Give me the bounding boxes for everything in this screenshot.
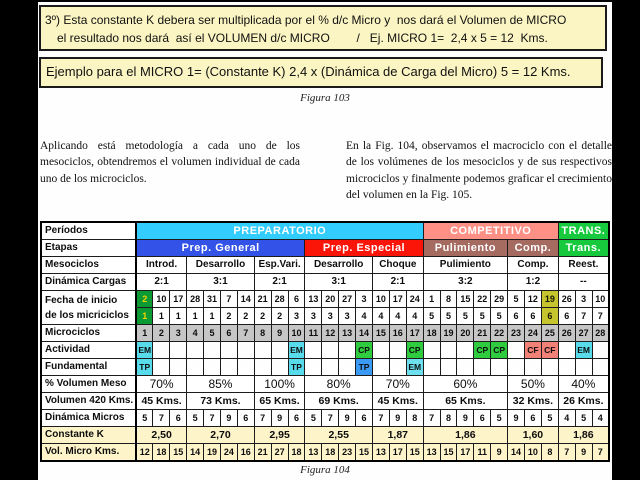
microciclo-number-cell: 5 bbox=[204, 325, 221, 342]
fundamental-cell bbox=[440, 359, 457, 376]
dinamica-micro-cell: 8 bbox=[406, 410, 423, 427]
fecha-mes-cell: 5 bbox=[491, 308, 508, 325]
fundamental-cell: TP bbox=[136, 359, 153, 376]
vol-micro-cell: 18 bbox=[153, 444, 170, 462]
dinamica-micro-cell: 6 bbox=[237, 410, 254, 427]
row-label-volumen-420: Volumen 420 Kms. bbox=[41, 393, 136, 410]
dinamica-micro-cell: 9 bbox=[339, 410, 356, 427]
microciclo-number-cell: 12 bbox=[322, 325, 339, 342]
volumen-420-cell: 65 Kms. bbox=[254, 393, 305, 410]
actividad-cell bbox=[220, 342, 237, 359]
fecha-mes-cell: 3 bbox=[288, 308, 305, 325]
fundamental-cell bbox=[575, 359, 592, 376]
actividad-cell: CF bbox=[541, 342, 558, 359]
actividad-cell: EM bbox=[288, 342, 305, 359]
fecha-mes-cell: 3 bbox=[339, 308, 356, 325]
dinamica-micro-cell: 6 bbox=[170, 410, 187, 427]
mesociclo-header-cell: Choque bbox=[372, 257, 423, 274]
microciclo-number-cell: 9 bbox=[271, 325, 288, 342]
fundamental-cell bbox=[237, 359, 254, 376]
microciclo-number-cell: 22 bbox=[491, 325, 508, 342]
vol-micro-cell: 9 bbox=[491, 444, 508, 462]
fecha-mes-cell: 1 bbox=[204, 308, 221, 325]
document-page bbox=[38, 2, 612, 480]
fundamental-cell bbox=[220, 359, 237, 376]
fundamental-cell bbox=[153, 359, 170, 376]
note-box-line2: el resultado nos dará así el VOLUMEN d/c MICRO / Ej. MICRO 1= 2,4 x 5 = 12 Kms. bbox=[57, 31, 548, 45]
vol-micro-cell: 18 bbox=[288, 444, 305, 462]
constante-k-cell: 2,50 bbox=[136, 427, 187, 444]
periodo-header-cell: COMPETITIVO bbox=[423, 222, 558, 240]
row-label-etapas: Etapas bbox=[41, 240, 136, 257]
microciclo-number-cell: 6 bbox=[220, 325, 237, 342]
vol-micro-cell: 13 bbox=[423, 444, 440, 462]
fecha-dia-cell: 28 bbox=[271, 291, 288, 308]
dinamica-micro-cell: 5 bbox=[136, 410, 153, 427]
row-label-actividad: Actividad bbox=[41, 342, 136, 359]
vol-micro-cell: 23 bbox=[339, 444, 356, 462]
note-box-line1: 3º) Esta constante K debera ser multiplicada por el % d/c Micro y nos dará el Volumen de MICRO bbox=[45, 13, 567, 27]
dinamica-micro-cell: 6 bbox=[524, 410, 541, 427]
fecha-mes-cell: 3 bbox=[305, 308, 322, 325]
fecha-dia-cell: 15 bbox=[457, 291, 474, 308]
mesociclo-header-cell: Introd. bbox=[136, 257, 187, 274]
constante-k-cell: 1,86 bbox=[558, 427, 609, 444]
example-box-micro1 bbox=[39, 57, 603, 88]
dinamica-micro-cell: 9 bbox=[220, 410, 237, 427]
actividad-cell bbox=[508, 342, 525, 359]
fecha-mes-cell: 5 bbox=[423, 308, 440, 325]
vol-micro-cell: 15 bbox=[440, 444, 457, 462]
dinamica-micro-cell: 9 bbox=[389, 410, 406, 427]
fecha-dia-cell: 20 bbox=[322, 291, 339, 308]
microciclo-number-cell: 2 bbox=[153, 325, 170, 342]
etapa-header-cell: Comp. bbox=[508, 240, 559, 257]
dinamica-cargas-cell: 3:1 bbox=[305, 274, 373, 291]
microciclo-number-cell: 27 bbox=[575, 325, 592, 342]
fecha-mes-cell: 2 bbox=[271, 308, 288, 325]
microciclo-number-cell: 7 bbox=[237, 325, 254, 342]
dinamica-micro-cell: 7 bbox=[153, 410, 170, 427]
periodo-header-cell: PREPARATORIO bbox=[136, 222, 423, 240]
fecha-mes-cell: 5 bbox=[474, 308, 491, 325]
fecha-dia-cell: 5 bbox=[508, 291, 525, 308]
fecha-mes-cell: 6 bbox=[508, 308, 525, 325]
fundamental-cell: EM bbox=[406, 359, 423, 376]
paragraph-left: Aplicando está metodología a cada uno de los mesociclos, obtendremos el volumen individual de cada uno de los microciclos. bbox=[40, 140, 300, 185]
fecha-mes-cell: 4 bbox=[356, 308, 373, 325]
volumen-meso-cell: 70% bbox=[372, 376, 423, 393]
volumen-420-cell: 73 Kms. bbox=[187, 393, 255, 410]
actividad-cell bbox=[204, 342, 221, 359]
note-box-constante-k bbox=[39, 5, 607, 51]
dinamica-cargas-cell: 2:1 bbox=[254, 274, 305, 291]
volumen-420-cell: 32 Kms. bbox=[508, 393, 559, 410]
vol-micro-cell: 17 bbox=[389, 444, 406, 462]
vol-micro-cell: 21 bbox=[254, 444, 271, 462]
fundamental-cell bbox=[592, 359, 609, 376]
vol-micro-cell: 16 bbox=[237, 444, 254, 462]
vol-micro-cell: 18 bbox=[322, 444, 339, 462]
periodization-table bbox=[40, 221, 610, 462]
actividad-cell bbox=[271, 342, 288, 359]
volumen-420-cell: 65 Kms. bbox=[423, 393, 507, 410]
mesociclo-header-cell: Desarrollo bbox=[305, 257, 373, 274]
microciclo-number-cell: 1 bbox=[136, 325, 153, 342]
fundamental-cell bbox=[558, 359, 575, 376]
fundamental-cell bbox=[474, 359, 491, 376]
mesociclo-header-cell: Esp.Vari. bbox=[254, 257, 305, 274]
fundamental-cell bbox=[204, 359, 221, 376]
fecha-mes-cell: 4 bbox=[406, 308, 423, 325]
actividad-cell: CF bbox=[524, 342, 541, 359]
volumen-meso-cell: 60% bbox=[423, 376, 507, 393]
fundamental-cell bbox=[271, 359, 288, 376]
volumen-420-cell: 69 Kms. bbox=[305, 393, 373, 410]
fecha-dia-cell: 22 bbox=[474, 291, 491, 308]
etapa-header-cell: Prep. Especial bbox=[305, 240, 423, 257]
fecha-mes-cell: 6 bbox=[558, 308, 575, 325]
actividad-cell bbox=[305, 342, 322, 359]
fecha-mes-cell: 2 bbox=[237, 308, 254, 325]
fundamental-cell bbox=[541, 359, 558, 376]
constante-k-cell: 1,60 bbox=[508, 427, 559, 444]
etapa-header-cell: Prep. General bbox=[136, 240, 305, 257]
actividad-cell bbox=[153, 342, 170, 359]
vol-micro-cell: 15 bbox=[356, 444, 373, 462]
vol-micro-cell: 13 bbox=[372, 444, 389, 462]
dinamica-micro-cell: 5 bbox=[541, 410, 558, 427]
dinamica-micro-cell: 4 bbox=[592, 410, 609, 427]
actividad-cell bbox=[187, 342, 204, 359]
vol-micro-cell: 15 bbox=[170, 444, 187, 462]
dinamica-micro-cell: 7 bbox=[372, 410, 389, 427]
fecha-dia-cell: 7 bbox=[220, 291, 237, 308]
actividad-cell bbox=[423, 342, 440, 359]
microciclo-number-cell: 28 bbox=[592, 325, 609, 342]
fundamental-cell bbox=[508, 359, 525, 376]
volumen-meso-cell: 70% bbox=[136, 376, 187, 393]
mesociclo-header-cell: Desarrollo bbox=[187, 257, 255, 274]
volumen-420-cell: 45 Kms. bbox=[372, 393, 423, 410]
fecha-mes-cell: 7 bbox=[592, 308, 609, 325]
fundamental-cell bbox=[305, 359, 322, 376]
actividad-cell bbox=[558, 342, 575, 359]
microciclo-number-cell: 17 bbox=[406, 325, 423, 342]
dinamica-micro-cell: 7 bbox=[423, 410, 440, 427]
microciclo-number-cell: 15 bbox=[372, 325, 389, 342]
macrociclo-table-container bbox=[40, 221, 610, 462]
microciclo-number-cell: 20 bbox=[457, 325, 474, 342]
periodo-header-cell: TRANS. bbox=[558, 222, 609, 240]
fundamental-cell bbox=[322, 359, 339, 376]
fecha-dia-cell: 31 bbox=[204, 291, 221, 308]
constante-k-cell: 1,86 bbox=[423, 427, 507, 444]
fecha-mes-cell: 5 bbox=[440, 308, 457, 325]
vol-micro-cell: 11 bbox=[474, 444, 491, 462]
dinamica-cargas-cell: -- bbox=[558, 274, 609, 291]
fundamental-cell bbox=[372, 359, 389, 376]
fecha-dia-cell: 10 bbox=[372, 291, 389, 308]
fecha-mes-cell: 4 bbox=[389, 308, 406, 325]
dinamica-micro-cell: 9 bbox=[508, 410, 525, 427]
fecha-mes-cell: 6 bbox=[524, 308, 541, 325]
volumen-meso-cell: 40% bbox=[558, 376, 609, 393]
constante-k-cell: 2,95 bbox=[254, 427, 305, 444]
microciclo-number-cell: 16 bbox=[389, 325, 406, 342]
example-box-text: Ejemplo para el MICRO 1= (Constante K) 2,4 x (Dinámica de Carga del Micro) 5 = 12 Kms. bbox=[46, 64, 571, 79]
dinamica-micro-cell: 4 bbox=[558, 410, 575, 427]
fecha-mes-cell: 2 bbox=[220, 308, 237, 325]
fecha-dia-cell: 1 bbox=[423, 291, 440, 308]
vol-micro-cell: 7 bbox=[558, 444, 575, 462]
fundamental-cell bbox=[524, 359, 541, 376]
vol-micro-cell: 12 bbox=[136, 444, 153, 462]
microciclo-number-cell: 11 bbox=[305, 325, 322, 342]
actividad-cell: CP bbox=[474, 342, 491, 359]
fecha-dia-cell: 14 bbox=[237, 291, 254, 308]
dinamica-cargas-cell: 3:2 bbox=[423, 274, 507, 291]
dinamica-micro-cell: 9 bbox=[271, 410, 288, 427]
fecha-dia-cell: 10 bbox=[592, 291, 609, 308]
microciclo-number-cell: 4 bbox=[187, 325, 204, 342]
fecha-dia-cell: 21 bbox=[254, 291, 271, 308]
fecha-dia-cell: 8 bbox=[440, 291, 457, 308]
mesociclo-header-cell: Comp. bbox=[508, 257, 559, 274]
microciclo-number-cell: 21 bbox=[474, 325, 491, 342]
fecha-dia-cell: 3 bbox=[356, 291, 373, 308]
fecha-dia-cell: 6 bbox=[288, 291, 305, 308]
vol-micro-cell: 9 bbox=[575, 444, 592, 462]
actividad-cell: EM bbox=[136, 342, 153, 359]
fecha-dia-cell: 26 bbox=[558, 291, 575, 308]
microciclo-number-cell: 26 bbox=[558, 325, 575, 342]
mesociclo-header-cell: Reest. bbox=[558, 257, 609, 274]
row-label-fecha-inicio: Fecha de inicio de los micriciclos bbox=[41, 291, 136, 325]
microciclo-number-cell: 25 bbox=[541, 325, 558, 342]
figura-104-caption: Figura 104 bbox=[300, 464, 350, 476]
vol-micro-cell: 15 bbox=[406, 444, 423, 462]
fecha-mes-cell: 7 bbox=[575, 308, 592, 325]
vol-micro-cell: 19 bbox=[204, 444, 221, 462]
row-label-constante-k: Constante K bbox=[41, 427, 136, 444]
vol-micro-cell: 13 bbox=[305, 444, 322, 462]
row-label-periodos: Períodos bbox=[41, 222, 136, 240]
actividad-cell bbox=[170, 342, 187, 359]
dinamica-micro-cell: 6 bbox=[356, 410, 373, 427]
fecha-mes-cell: 4 bbox=[372, 308, 389, 325]
constante-k-cell: 2,55 bbox=[305, 427, 373, 444]
fecha-mes-cell: 2 bbox=[254, 308, 271, 325]
actividad-cell: CP bbox=[356, 342, 373, 359]
dinamica-cargas-cell: 1:2 bbox=[508, 274, 559, 291]
actividad-cell bbox=[457, 342, 474, 359]
fecha-mes-cell: 1 bbox=[153, 308, 170, 325]
row-label-dinamica-cargas: Dinámica Cargas bbox=[41, 274, 136, 291]
fecha-dia-cell: 29 bbox=[491, 291, 508, 308]
dinamica-micro-cell: 9 bbox=[457, 410, 474, 427]
microciclo-number-cell: 10 bbox=[288, 325, 305, 342]
microciclo-number-cell: 18 bbox=[423, 325, 440, 342]
fecha-dia-cell: 3 bbox=[575, 291, 592, 308]
fecha-dia-cell: 10 bbox=[153, 291, 170, 308]
actividad-cell bbox=[592, 342, 609, 359]
actividad-cell bbox=[254, 342, 271, 359]
mesociclo-header-cell: Pulimiento bbox=[423, 257, 507, 274]
dinamica-micro-cell: 6 bbox=[288, 410, 305, 427]
fecha-mes-cell: 1 bbox=[170, 308, 187, 325]
etapa-header-cell: Pulimiento bbox=[423, 240, 507, 257]
dinamica-micro-cell: 5 bbox=[575, 410, 592, 427]
vol-micro-cell: 7 bbox=[592, 444, 609, 462]
fundamental-cell: TP bbox=[356, 359, 373, 376]
volumen-420-cell: 26 Kms. bbox=[558, 393, 609, 410]
volumen-meso-cell: 85% bbox=[187, 376, 255, 393]
vol-micro-cell: 24 bbox=[220, 444, 237, 462]
fecha-mes-cell: 3 bbox=[322, 308, 339, 325]
volumen-meso-cell: 80% bbox=[305, 376, 373, 393]
paragraph-right: En la Fig. 104, observamos el macrociclo con el detalle de los volúmenes de los mesociclos y de sus respectivos microciclos y finalmente podemos graficar el crecimiento del volumen en la Fig. 105. bbox=[346, 140, 612, 201]
vol-micro-cell: 14 bbox=[187, 444, 204, 462]
dinamica-micro-cell: 7 bbox=[204, 410, 221, 427]
row-label-microciclos: Microciclos bbox=[41, 325, 136, 342]
fundamental-cell bbox=[389, 359, 406, 376]
fecha-dia-cell: 17 bbox=[389, 291, 406, 308]
dinamica-micro-cell: 5 bbox=[305, 410, 322, 427]
fundamental-cell: TP bbox=[288, 359, 305, 376]
fecha-dia-cell: 2 bbox=[136, 291, 153, 308]
fecha-dia-cell: 13 bbox=[305, 291, 322, 308]
fecha-mes-cell: 5 bbox=[457, 308, 474, 325]
microciclo-number-cell: 14 bbox=[356, 325, 373, 342]
actividad-cell bbox=[237, 342, 254, 359]
fecha-mes-cell: 1 bbox=[136, 308, 153, 325]
microciclo-number-cell: 13 bbox=[339, 325, 356, 342]
fundamental-cell bbox=[339, 359, 356, 376]
vol-micro-cell: 8 bbox=[541, 444, 558, 462]
microciclo-number-cell: 23 bbox=[508, 325, 525, 342]
dinamica-cargas-cell: 3:1 bbox=[187, 274, 255, 291]
fecha-mes-cell: 6 bbox=[541, 308, 558, 325]
vol-micro-cell: 27 bbox=[271, 444, 288, 462]
actividad-cell bbox=[389, 342, 406, 359]
fecha-mes-cell: 1 bbox=[187, 308, 204, 325]
dinamica-cargas-cell: 2:1 bbox=[372, 274, 423, 291]
row-label-dinamica-micros: Dinámica Micros bbox=[41, 410, 136, 427]
actividad-cell bbox=[339, 342, 356, 359]
fecha-dia-cell: 19 bbox=[541, 291, 558, 308]
actividad-cell: EM bbox=[575, 342, 592, 359]
microciclo-number-cell: 8 bbox=[254, 325, 271, 342]
microciclo-number-cell: 24 bbox=[524, 325, 541, 342]
vol-micro-cell: 14 bbox=[508, 444, 525, 462]
fundamental-cell bbox=[170, 359, 187, 376]
volumen-meso-cell: 50% bbox=[508, 376, 559, 393]
dinamica-micro-cell: 7 bbox=[254, 410, 271, 427]
fecha-dia-cell: 27 bbox=[339, 291, 356, 308]
actividad-cell bbox=[440, 342, 457, 359]
row-label-vol-micro: Vol. Micro Kms. bbox=[41, 444, 136, 462]
vol-micro-cell: 17 bbox=[457, 444, 474, 462]
vol-micro-cell: 10 bbox=[524, 444, 541, 462]
dinamica-cargas-cell: 2:1 bbox=[136, 274, 187, 291]
constante-k-cell: 1,87 bbox=[372, 427, 423, 444]
fundamental-cell bbox=[491, 359, 508, 376]
fundamental-cell bbox=[254, 359, 271, 376]
etapa-header-cell: Trans. bbox=[558, 240, 609, 257]
fecha-dia-cell: 28 bbox=[187, 291, 204, 308]
actividad-cell bbox=[372, 342, 389, 359]
microciclo-number-cell: 19 bbox=[440, 325, 457, 342]
dinamica-micro-cell: 6 bbox=[474, 410, 491, 427]
fecha-dia-cell: 24 bbox=[406, 291, 423, 308]
figura-103-caption: Figura 103 bbox=[300, 92, 350, 104]
fundamental-cell bbox=[187, 359, 204, 376]
volumen-420-cell: 45 Kms. bbox=[136, 393, 187, 410]
fecha-dia-cell: 17 bbox=[170, 291, 187, 308]
microciclo-number-cell: 3 bbox=[170, 325, 187, 342]
row-label-volumen-meso: % Volumen Meso bbox=[41, 376, 136, 393]
dinamica-micro-cell: 7 bbox=[322, 410, 339, 427]
constante-k-cell: 2,70 bbox=[187, 427, 255, 444]
fundamental-cell bbox=[423, 359, 440, 376]
dinamica-micro-cell: 5 bbox=[187, 410, 204, 427]
actividad-cell: CP bbox=[491, 342, 508, 359]
actividad-cell bbox=[322, 342, 339, 359]
row-label-fundamental: Fundamental bbox=[41, 359, 136, 376]
row-label-mesociclos: Mesociclos bbox=[41, 257, 136, 274]
volumen-meso-cell: 100% bbox=[254, 376, 305, 393]
dinamica-micro-cell: 8 bbox=[440, 410, 457, 427]
dinamica-micro-cell: 5 bbox=[491, 410, 508, 427]
fecha-dia-cell: 12 bbox=[524, 291, 541, 308]
fundamental-cell bbox=[457, 359, 474, 376]
actividad-cell: CP bbox=[406, 342, 423, 359]
